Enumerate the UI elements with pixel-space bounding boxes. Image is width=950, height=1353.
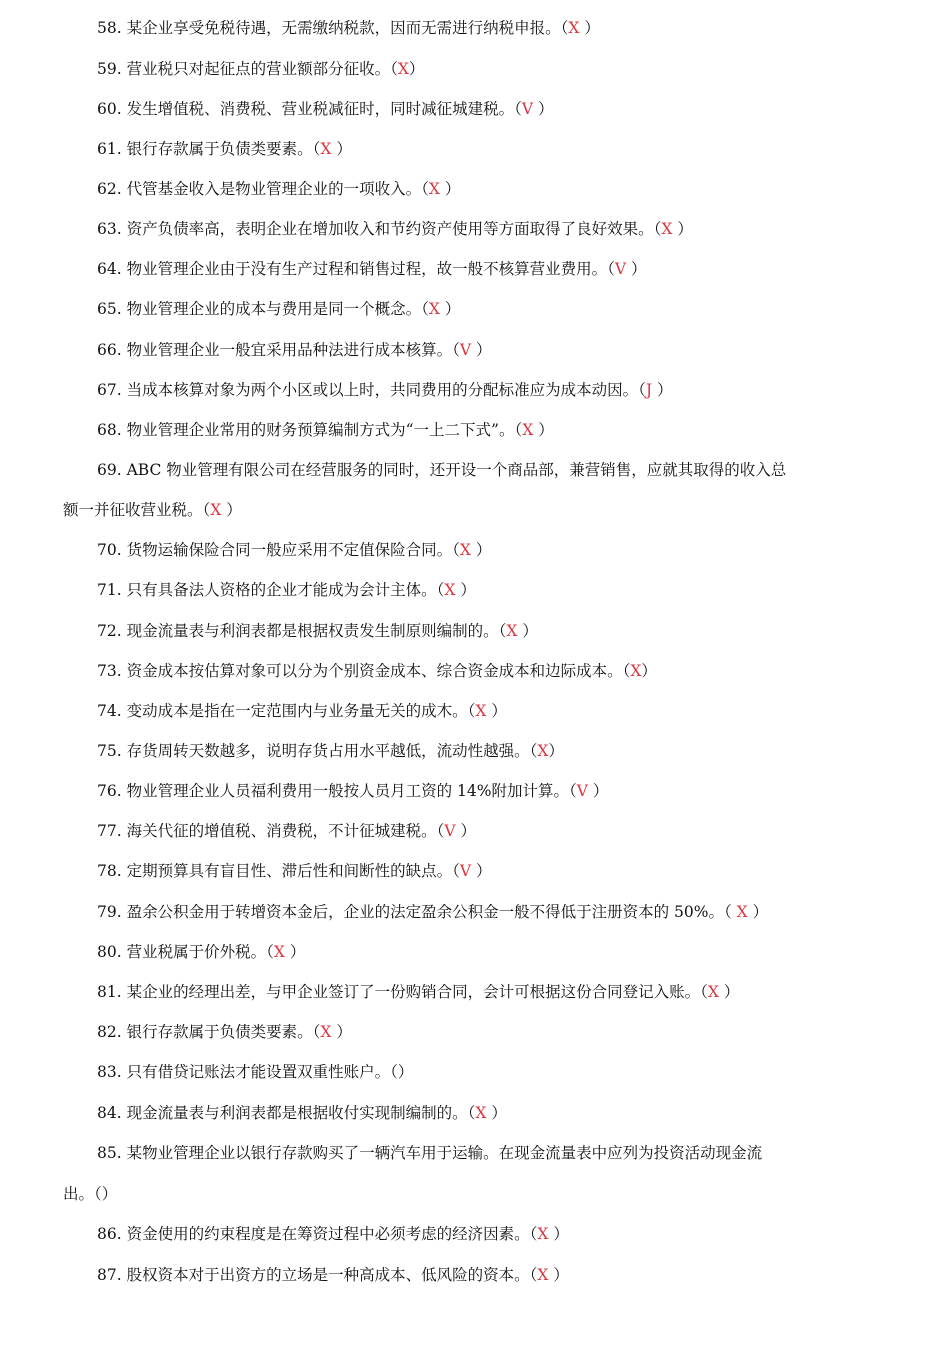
question-81: 81. 某企业的经理出差，与甲企业签订了一份购销合同，会计可根据这份合同登记入账。（X ） (97, 983, 740, 1001)
question-74: 74. 变动成本是指在一定范围内与业务量无关的成木。（X ） (97, 702, 507, 720)
answer-mark: X (537, 1225, 549, 1243)
answer-mark: V (521, 100, 534, 118)
answer-mark: V (576, 782, 588, 800)
answer-mark: X (736, 903, 748, 921)
question-79: 79. 盈余公积金用于转增资本金后，企业的法定盈余公积金一般不得低于注册资本的 50%。（ X ） (97, 903, 769, 921)
question-60: 60. 发生增值税、消费税、营业税减征时，同时减征城建税。（V ） (97, 100, 554, 118)
question-85-continuation: 出。（） (63, 1185, 118, 1203)
question-80: 80. 营业税属于价外税。（X ） (97, 943, 306, 961)
question-73: 73. 资金成本按估算对象可以分为个别资金成本、综合资金成本和边际成本。（X） (97, 662, 657, 680)
answer-mark: V (614, 260, 627, 278)
answer-mark: X (273, 943, 285, 961)
question-66: 66. 物业管理企业一般宜采用品种法进行成本核算。（V ） (97, 341, 492, 359)
question-63: 63. 资产负债率高，表明企业在增加收入和节约资产使用等方面取得了良好效果。（X ） (97, 220, 693, 238)
answer-mark: X (506, 622, 518, 640)
answer-mark: X (475, 1104, 487, 1122)
question-58: 58. 某企业享受免税待遇，无需缴纳税款，因而无需进行纳税申报。（X ） (97, 19, 600, 37)
answer-mark: X (537, 1266, 549, 1284)
question-64: 64. 物业管理企业由于没有生产过程和销售过程，故一般不核算营业费用。（V ） (97, 260, 647, 278)
answer-mark: X (459, 541, 471, 559)
question-72: 72. 现金流量表与利润表都是根据权责发生制原则编制的。（X ） (97, 622, 538, 640)
question-87: 87. 股权资本对于出资方的立场是一种高成本、低风险的资本。（X ） (97, 1266, 569, 1284)
answer-mark: X (320, 1023, 332, 1041)
question-77: 77. 海关代征的增值税、消费税，不计征城建税。（V ） (97, 822, 477, 840)
answer-mark: V (444, 822, 456, 840)
answer-mark: V (459, 862, 472, 880)
question-85: 85. 某物业管理企业以银行存款购买了一辆汽车用于运输。在现金流量表中应列为投资活动现金流 (97, 1144, 763, 1162)
answer-mark: J (645, 381, 653, 399)
answer-mark: X (537, 742, 549, 760)
question-69-continuation: 额一并征收营业税。（X ） (63, 501, 242, 519)
answer-mark: X (320, 140, 332, 158)
question-69: 69. ABC 物业管理有限公司在经营服务的同时，还开设一个商品部，兼营销售，应就其取得的收入总 (97, 461, 787, 479)
answer-mark: X (707, 983, 719, 1001)
answer-mark: X (210, 501, 222, 519)
question-78: 78. 定期预算具有盲目性、滞后性和间断性的缺点。（V ） (97, 862, 492, 880)
question-65: 65. 物业管理企业的成本与费用是同一个概念。（X ） (97, 300, 461, 318)
answer-mark: X (428, 300, 440, 318)
answer-mark: V (459, 341, 472, 359)
answer-mark: X (444, 581, 456, 599)
question-68: 68. 物业管理企业常用的财务预算编制方式为“一上二下式”。（X ） (97, 421, 554, 439)
question-83: 83. 只有借贷记账法才能设置双重性账户。（） (97, 1063, 414, 1081)
question-86: 86. 资金使用的约束程度是在筹资过程中必须考虑的经济因素。（X ） (97, 1225, 569, 1243)
question-67: 67. 当成本核算对象为两个小区或以上时，共同费用的分配标准应为成本动因。（J ） (97, 381, 673, 399)
question-62: 62. 代管基金收入是物业管理企业的一项收入。（X ） (97, 180, 461, 198)
answer-mark: X (428, 180, 440, 198)
answer-mark: X (568, 19, 580, 37)
question-71: 71. 只有具备法人资格的企业才能成为会计主体。（X ） (97, 581, 476, 599)
question-59: 59. 营业税只对起征点的营业额部分征收。（X） (97, 60, 425, 78)
question-82: 82. 银行存款属于负债类要素。（X ） (97, 1023, 352, 1041)
question-70: 70. 货物运输保险合同一般应采用不定值保险合同。（X ） (97, 541, 492, 559)
answer-mark: X (522, 421, 534, 439)
question-75: 75. 存货周转天数越多，说明存货占用水平越低，流动性越强。（X） (97, 742, 564, 760)
answer-mark: X (661, 220, 673, 238)
question-84: 84. 现金流量表与利润表都是根据收付实现制编制的。（X ） (97, 1104, 507, 1122)
question-61: 61. 银行存款属于负债类要素。（X ） (97, 140, 352, 158)
answer-mark: X (475, 702, 487, 720)
answer-mark: X (630, 662, 642, 680)
question-76: 76. 物业管理企业人员福利费用一般按人员月工资的 14%附加计算。（V ） (97, 782, 609, 800)
answer-mark: X (397, 60, 409, 78)
